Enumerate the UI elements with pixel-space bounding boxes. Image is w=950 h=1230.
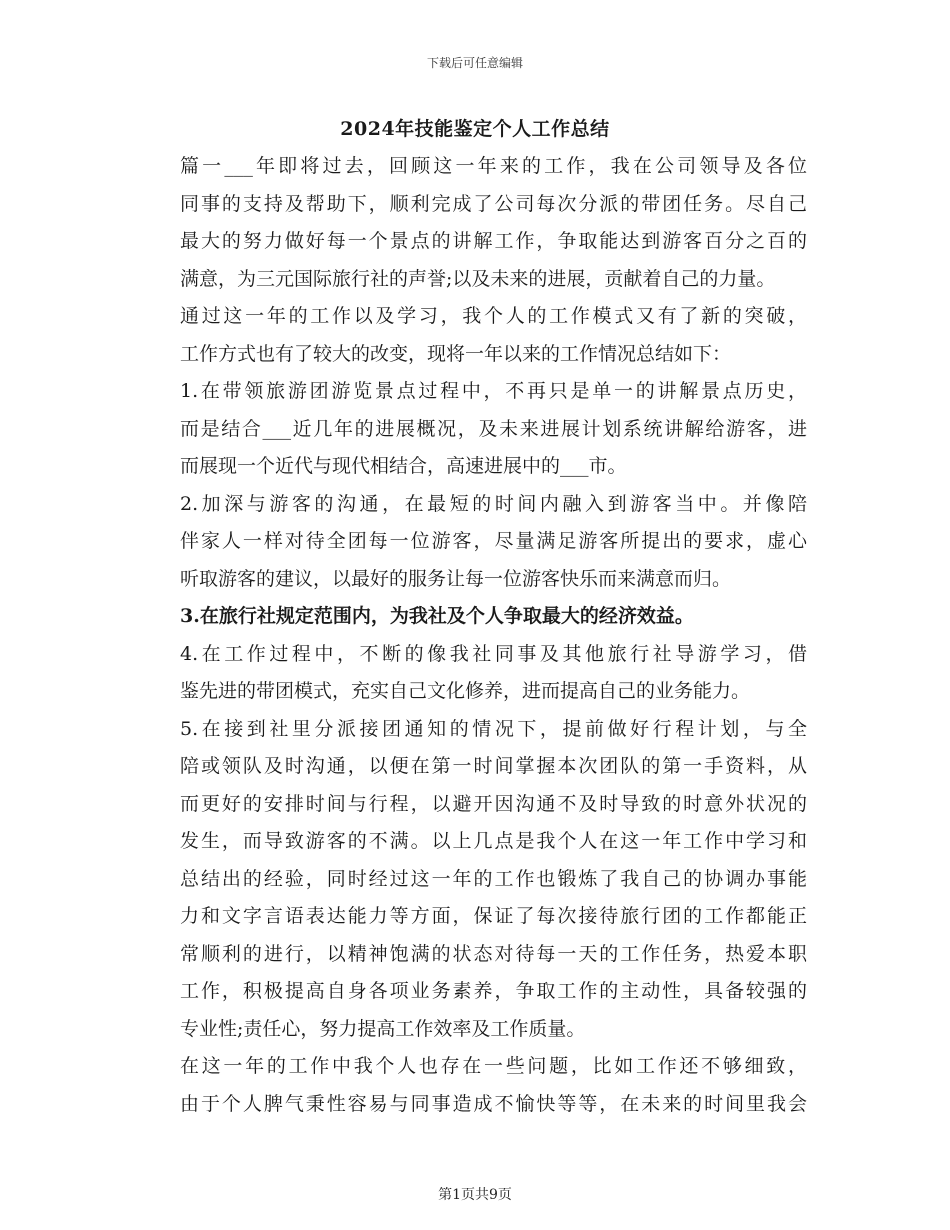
- text-line: 同事的支持及帮助下，顺利完成了公司每次分派的带团任务。尽自己: [180, 192, 807, 215]
- paragraph-item-5: [142, 711, 807, 1049]
- text-line: 5.在接到社里分派接团通知的情况下，提前做好行程计划，与全: [180, 717, 807, 740]
- text-line: 而是结合___近几年的进展概况，及未来进展计划系统讲解给游客，进: [180, 417, 807, 440]
- text-line: 而更好的安排时间与行程，以避开因沟通不及时导致的时意外状况的: [180, 792, 807, 815]
- text-line: 3.在旅行社规定范围内，为我社及个人争取最大的经济效益。: [180, 605, 694, 627]
- text-line: 2.加深与游客的沟通，在最短的时间内融入到游客当中。并像陪: [180, 492, 807, 515]
- paragraph-item-3: [142, 598, 807, 636]
- text-line: 4.在工作过程中，不断的像我社同事及其他旅行社导游学习，借: [180, 642, 807, 665]
- paragraph-item-4: [142, 636, 807, 711]
- text-line: 满意，为三元国际旅行社的声誉;以及未来的进展，贡献着自己的力量。: [180, 267, 776, 290]
- text-line: 伴家人一样对待全团每一位游客，尽量满足游客所提出的要求，虚心: [180, 530, 807, 552]
- text-line: 专业性;责任心，努力提高工作效率及工作质量。: [180, 1017, 586, 1040]
- page-header-note: 下载后可任意编辑: [426, 56, 523, 70]
- document-title: 2024年技能鉴定个人工作总结: [340, 118, 610, 140]
- text-line: 1.在带领旅游团游览景点过程中，不再只是单一的讲解景点历史，: [180, 380, 807, 402]
- text-line: 通过这一年的工作以及学习，我个人的工作模式又有了新的突破，: [180, 305, 807, 327]
- text-line: 力和文字言语表达能力等方面，保证了每次接待旅行团的工作都能正: [180, 905, 807, 927]
- text-line: 而展现一个近代与现代相结合，高速进展中的___市。: [180, 455, 627, 477]
- text-line: 篇一___年即将过去，回顾这一年来的工作，我在公司领导及各位: [180, 155, 807, 177]
- paragraph-issues: [142, 1048, 807, 1123]
- text-line: 发生，而导致游客的不满。以上几点是我个人在这一年工作中学习和: [180, 830, 807, 852]
- text-line: 最大的努力做好每一个景点的讲解工作，争取能达到游客百分之百的: [180, 230, 807, 252]
- text-line: 工作，积极提高自身各项业务素养，争取工作的主动性，具备较强的: [180, 980, 807, 1002]
- text-line: 陪或领队及时沟通，以便在第一时间掌握本次团队的第一手资料，从: [180, 755, 807, 777]
- text-line: 听取游客的建议，以最好的服务让每一位游客快乐而来满意而归。: [180, 567, 732, 590]
- paragraph-intro: [142, 148, 807, 298]
- paragraph-summary-lead: [142, 298, 807, 373]
- text-line: 在这一年的工作中我个人也存在一些问题，比如工作还不够细致，: [180, 1055, 807, 1077]
- text-line: 常顺利的进行，以精神饱满的状态对待每一天的工作任务，热爱本职: [180, 942, 807, 965]
- text-line: 总结出的经验，同时经过这一年的工作也锻炼了我自己的协调办事能: [180, 867, 807, 890]
- document-body: [142, 148, 807, 1123]
- page-number: 第1页共9页: [438, 1187, 512, 1203]
- paragraph-item-2: [142, 486, 807, 599]
- text-line: 由于个人脾气秉性容易与同事造成不愉快等等，在未来的时间里我会: [180, 1092, 807, 1115]
- text-line: 工作方式也有了较大的改变，现将一年以来的工作情况总结如下：: [180, 342, 732, 365]
- paragraph-item-1: [142, 373, 807, 486]
- text-line: 鉴先进的带团模式，充实自己文化修养，进而提高自己的业务能力。: [180, 680, 751, 702]
